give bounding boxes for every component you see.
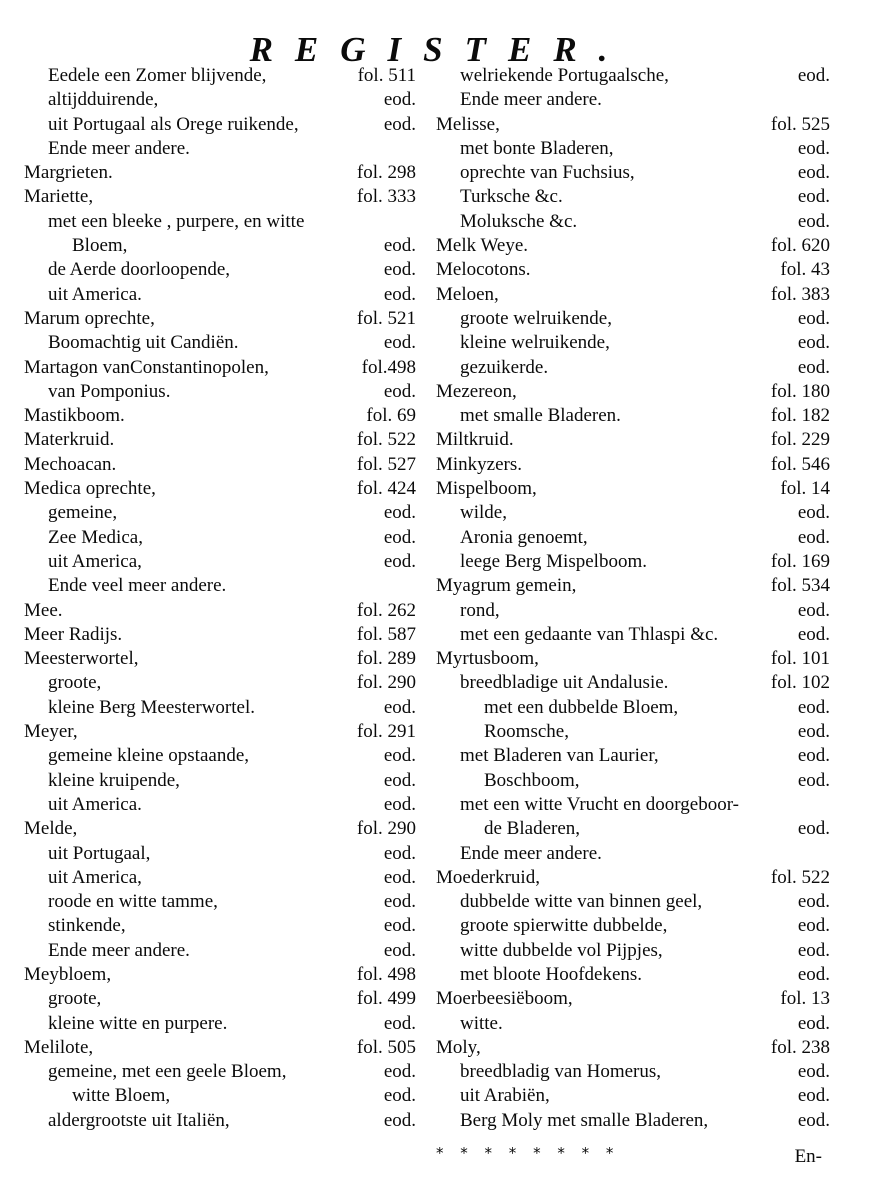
right-index-column — [436, 64, 830, 1133]
index-entry — [436, 987, 830, 1011]
entry-name: Moerbeesiëboom, — [436, 988, 573, 1010]
index-entry — [436, 1109, 830, 1133]
entry-folio: fol. 546 — [770, 453, 830, 475]
entry-folio: eod. — [383, 745, 416, 767]
entry-folio: eod. — [383, 939, 416, 961]
entry-folio: eod. — [383, 1109, 416, 1131]
index-entry — [24, 113, 416, 137]
entry-folio: eod. — [797, 891, 830, 913]
index-entry — [24, 356, 416, 380]
entry-name: van Pomponius. — [48, 380, 171, 402]
entry-name: wilde, — [460, 502, 507, 524]
index-entry — [24, 88, 416, 112]
index-entry — [24, 599, 416, 623]
entry-folio: fol. 505 — [356, 1036, 416, 1058]
entry-name: uit Portugaal als Orege ruikende, — [48, 113, 299, 135]
index-entry — [24, 866, 416, 890]
entry-folio: eod. — [383, 1061, 416, 1083]
index-entry — [436, 696, 830, 720]
entry-folio: fol.498 — [361, 356, 416, 378]
entry-folio: eod. — [383, 89, 416, 111]
entry-name: gemeine, met een geele Bloem, — [48, 1061, 287, 1083]
entry-name: oprechte van Fuchsius, — [460, 162, 635, 184]
entry-folio: fol. 290 — [356, 672, 416, 694]
index-entry — [24, 890, 416, 914]
entry-name: roode en witte tamme, — [48, 891, 218, 913]
entry-folio: eod. — [797, 818, 830, 840]
entry-name: groote welruikende, — [460, 307, 612, 329]
entry-folio: fol. 262 — [356, 599, 416, 621]
entry-name: kleine kruipende, — [48, 769, 180, 791]
entry-name: Mechoacan. — [24, 453, 117, 475]
entry-folio: eod. — [383, 1085, 416, 1107]
entry-name: welriekende Portugaalsche, — [460, 65, 669, 86]
index-entry — [24, 283, 416, 307]
index-entry — [436, 88, 830, 112]
entry-folio: eod. — [383, 283, 416, 305]
entry-folio: fol. 69 — [366, 405, 416, 427]
index-entry — [24, 647, 416, 671]
entry-name: met een dubbelde Bloem, — [484, 696, 679, 718]
entry-folio: eod. — [383, 235, 416, 257]
entry-folio: fol. 14 — [780, 478, 830, 500]
index-entry — [436, 866, 830, 890]
entry-folio: eod. — [797, 186, 830, 208]
index-entry — [24, 696, 416, 720]
index-entry — [436, 914, 830, 938]
decorative-stars: * * * * * * * * — [436, 1144, 620, 1162]
entry-name: de Aerde doorloopende, — [48, 259, 231, 281]
entry-name: Boschboom, — [484, 769, 580, 791]
entry-folio: eod. — [797, 599, 830, 621]
index-entry — [24, 623, 416, 647]
index-entry — [24, 987, 416, 1011]
index-entry — [436, 1060, 830, 1084]
index-entry — [436, 307, 830, 331]
entry-name: Ende veel meer andere. — [48, 575, 227, 597]
entry-folio: fol. 522 — [356, 429, 416, 451]
entry-name: uit Arabiën, — [460, 1085, 550, 1107]
entry-folio: eod. — [797, 915, 830, 937]
index-entry — [24, 939, 416, 963]
index-entry — [24, 161, 416, 185]
index-entry — [24, 769, 416, 793]
entry-name: Meybloem, — [24, 963, 112, 985]
entry-folio: eod. — [383, 696, 416, 718]
index-entry — [24, 64, 416, 88]
entry-folio: eod. — [797, 769, 830, 791]
entry-name: met een witte Vrucht en doorgeboor- — [460, 793, 739, 815]
entry-folio: fol. 291 — [356, 721, 416, 743]
entry-folio: fol. 527 — [356, 453, 416, 475]
entry-folio: eod. — [383, 866, 416, 888]
entry-folio: eod. — [797, 623, 830, 645]
entry-name: Ende meer andere. — [48, 137, 190, 159]
entry-name: witte. — [460, 1012, 503, 1034]
entry-name: Mee. — [24, 599, 63, 621]
entry-folio: fol. 383 — [770, 283, 830, 305]
entry-folio: eod. — [383, 793, 416, 815]
index-entry — [436, 113, 830, 137]
entry-folio: eod. — [383, 113, 416, 135]
index-entry — [24, 914, 416, 938]
entry-name: witte dubbelde vol Pijpjes, — [460, 939, 663, 961]
entry-folio: eod. — [797, 502, 830, 524]
entry-name: Medica oprechte, — [24, 478, 156, 500]
entry-name: Moederkruid, — [436, 866, 540, 888]
index-entry — [436, 599, 830, 623]
index-entry — [436, 161, 830, 185]
index-entry — [436, 671, 830, 695]
entry-name: Roomsche, — [484, 721, 569, 743]
entry-name: stinkende, — [48, 915, 126, 937]
entry-name: kleine witte en purpere. — [48, 1012, 228, 1034]
index-entry — [436, 939, 830, 963]
entry-folio: eod. — [383, 769, 416, 791]
entry-name: Zee Medica, — [48, 526, 143, 548]
entry-name: groote, — [48, 672, 102, 694]
entry-name: Berg Moly met smalle Bladeren, — [460, 1109, 709, 1131]
entry-name: Miltkruid. — [436, 429, 514, 451]
entry-name: Turksche &c. — [460, 186, 563, 208]
entry-folio: fol. 525 — [770, 113, 830, 135]
index-entry — [24, 477, 416, 501]
index-entry — [436, 842, 830, 866]
index-entry — [436, 428, 830, 452]
index-entry — [436, 501, 830, 525]
entry-name: aldergrootste uit Italiën, — [48, 1109, 230, 1131]
entry-name: Minkyzers. — [436, 453, 523, 475]
entry-folio: eod. — [797, 1085, 830, 1107]
entry-name: Ende meer andere. — [460, 89, 602, 111]
index-entry — [436, 526, 830, 550]
entry-name: rond, — [460, 599, 500, 621]
index-entry — [24, 331, 416, 355]
entry-name: uit America, — [48, 866, 142, 888]
entry-folio: eod. — [797, 721, 830, 743]
index-entry — [436, 283, 830, 307]
index-entry — [24, 574, 416, 598]
entry-folio: fol. 102 — [770, 672, 830, 694]
entry-folio: eod. — [797, 210, 830, 232]
index-entry — [436, 1036, 830, 1060]
index-entry — [436, 550, 830, 574]
index-entry — [436, 647, 830, 671]
index-entry — [24, 258, 416, 282]
entry-folio: eod. — [383, 502, 416, 524]
page-title: REGISTER. — [249, 30, 630, 69]
index-entry — [436, 331, 830, 355]
entry-folio: fol. 587 — [356, 623, 416, 645]
entry-name: altijdduirende, — [48, 89, 159, 111]
entry-folio: eod. — [797, 137, 830, 159]
index-entry — [24, 307, 416, 331]
index-entry — [436, 380, 830, 404]
entry-name: Materkruid. — [24, 429, 115, 451]
entry-folio: fol. 298 — [356, 162, 416, 184]
entry-name: groote spierwitte dubbelde, — [460, 915, 668, 937]
entry-folio: eod. — [797, 307, 830, 329]
entry-name: Margrieten. — [24, 162, 113, 184]
entry-name: met Bladeren van Laurier, — [460, 745, 659, 767]
index-entry — [24, 404, 416, 428]
entry-name: Melde, — [24, 818, 78, 840]
entry-name: uit Portugaal, — [48, 842, 151, 864]
entry-folio: fol. 290 — [356, 818, 416, 840]
entry-folio: fol. 169 — [770, 550, 830, 572]
entry-folio: fol. 101 — [770, 648, 830, 670]
entry-folio: fol. 521 — [356, 307, 416, 329]
entry-folio: eod. — [797, 332, 830, 354]
index-entry — [24, 744, 416, 768]
index-entry — [24, 671, 416, 695]
entry-folio: fol. 498 — [356, 963, 416, 985]
entry-name: Bloem, — [72, 235, 128, 257]
index-entry — [24, 428, 416, 452]
entry-folio: fol. 289 — [356, 648, 416, 670]
entry-name: met een gedaante van Thlaspi &c. — [460, 623, 719, 645]
entry-name: Meyer, — [24, 721, 78, 743]
index-entry — [24, 550, 416, 574]
entry-name: Moly, — [436, 1036, 481, 1058]
entry-folio: eod. — [383, 891, 416, 913]
entry-folio: fol. 180 — [770, 380, 830, 402]
index-entry — [24, 453, 416, 477]
entry-name: gemeine kleine opstaande, — [48, 745, 250, 767]
entry-folio: eod. — [383, 526, 416, 548]
entry-folio: eod. — [797, 356, 830, 378]
entry-folio: eod. — [797, 696, 830, 718]
entry-name: breedbladige uit Andalusie. — [460, 672, 669, 694]
entry-folio: fol. 229 — [770, 429, 830, 451]
index-entry — [24, 526, 416, 550]
index-entry — [436, 720, 830, 744]
index-entry — [24, 1012, 416, 1036]
entry-name: Meesterwortel, — [24, 648, 139, 670]
index-entry — [24, 1060, 416, 1084]
index-entry — [436, 793, 830, 817]
entry-folio: eod. — [797, 745, 830, 767]
index-entry — [436, 477, 830, 501]
entry-name: Boomachtig uit Candiën. — [48, 332, 239, 354]
catchword: En- — [794, 1146, 822, 1167]
index-entry — [436, 574, 830, 598]
entry-folio: eod. — [797, 162, 830, 184]
entry-name: groote, — [48, 988, 102, 1010]
entry-folio: fol. 43 — [780, 259, 830, 281]
index-entry — [24, 793, 416, 817]
index-entry — [24, 842, 416, 866]
index-entry — [436, 210, 830, 234]
entry-folio: eod. — [383, 332, 416, 354]
entry-name: kleine Berg Meesterwortel. — [48, 696, 255, 718]
entry-name: Martagon vanConstantinopolen, — [24, 356, 269, 378]
entry-folio: eod. — [383, 259, 416, 281]
index-entry — [24, 380, 416, 404]
entry-folio: eod. — [797, 1109, 830, 1131]
entry-folio: fol. 499 — [356, 988, 416, 1010]
index-entry — [24, 720, 416, 744]
entry-folio: fol. 620 — [770, 235, 830, 257]
index-entry — [24, 1084, 416, 1108]
index-entry — [436, 963, 830, 987]
index-entry — [436, 234, 830, 258]
entry-name: Mastikboom. — [24, 405, 125, 427]
entry-name: Eedele een Zomer blijvende, — [48, 65, 267, 86]
entry-name: Meer Radijs. — [24, 623, 123, 645]
entry-name: Ende meer andere. — [48, 939, 190, 961]
entry-folio: eod. — [797, 963, 830, 985]
entry-name: Mispelboom, — [436, 478, 537, 500]
entry-name: uit America. — [48, 793, 142, 815]
entry-name: leege Berg Mispelboom. — [460, 550, 647, 572]
entry-name: met een bleeke , purpere, en witte — [48, 210, 305, 232]
entry-folio: fol. 522 — [770, 866, 830, 888]
index-entry — [436, 404, 830, 428]
entry-name: Myagrum gemein, — [436, 575, 577, 597]
index-entry — [24, 137, 416, 161]
entry-folio: fol. 424 — [356, 478, 416, 500]
entry-folio: eod. — [797, 939, 830, 961]
entry-name: uit America, — [48, 550, 142, 572]
entry-name: Myrtusboom, — [436, 648, 539, 670]
index-entry — [24, 234, 416, 258]
index-entry — [436, 817, 830, 841]
entry-name: Moluksche &c. — [460, 210, 578, 232]
index-entry — [24, 1109, 416, 1133]
entry-folio: fol. 238 — [770, 1036, 830, 1058]
entry-folio: fol. 333 — [356, 186, 416, 208]
entry-name: Melk Weye. — [436, 235, 529, 257]
entry-name: met bonte Bladeren, — [460, 137, 614, 159]
entry-name: gemeine, — [48, 502, 118, 524]
index-entry — [24, 817, 416, 841]
entry-folio: eod. — [383, 842, 416, 864]
entry-name: met smalle Bladeren. — [460, 405, 621, 427]
entry-folio: fol. 511 — [357, 65, 416, 86]
index-entry — [436, 64, 830, 88]
entry-name: Melisse, — [436, 113, 500, 135]
index-entry — [436, 185, 830, 209]
entry-folio: eod. — [383, 1012, 416, 1034]
entry-name: Mariette, — [24, 186, 94, 208]
entry-name: kleine welruikende, — [460, 332, 610, 354]
index-entry — [24, 185, 416, 209]
entry-name: Melocotons. — [436, 259, 531, 281]
entry-name: Melilote, — [24, 1036, 94, 1058]
index-entry — [436, 1012, 830, 1036]
entry-name: Ende meer andere. — [460, 842, 602, 864]
index-entry — [436, 258, 830, 282]
index-entry — [436, 769, 830, 793]
entry-name: de Bladeren, — [484, 818, 581, 840]
entry-name: met bloote Hoofdekens. — [460, 963, 643, 985]
entry-folio: eod. — [797, 526, 830, 548]
entry-folio: fol. 13 — [780, 988, 830, 1010]
entry-folio: eod. — [383, 380, 416, 402]
entry-folio: eod. — [797, 1012, 830, 1034]
index-entry — [24, 501, 416, 525]
index-entry — [436, 890, 830, 914]
index-entry — [436, 1084, 830, 1108]
index-entry — [436, 137, 830, 161]
index-entry — [436, 453, 830, 477]
entry-name: Aronia genoemt, — [460, 526, 588, 548]
entry-folio: eod. — [797, 65, 830, 86]
entry-folio: fol. 182 — [770, 405, 830, 427]
entry-name: dubbelde witte van binnen geel, — [460, 891, 703, 913]
entry-folio: fol. 534 — [770, 575, 830, 597]
index-entry — [436, 744, 830, 768]
entry-folio: eod. — [383, 915, 416, 937]
entry-name: uit America. — [48, 283, 142, 305]
index-entry — [436, 356, 830, 380]
left-index-column — [24, 64, 416, 1133]
entry-name: gezuikerde. — [460, 356, 549, 378]
index-entry — [24, 1036, 416, 1060]
entry-name: breedbladig van Homerus, — [460, 1061, 662, 1083]
index-entry — [436, 623, 830, 647]
entry-name: Marum oprechte, — [24, 307, 155, 329]
entry-folio: eod. — [797, 1061, 830, 1083]
entry-name: witte Bloem, — [72, 1085, 171, 1107]
entry-name: Meloen, — [436, 283, 499, 305]
entry-name: Mezereon, — [436, 380, 517, 402]
index-entry — [24, 963, 416, 987]
index-entry — [24, 210, 416, 234]
entry-folio: eod. — [383, 550, 416, 572]
